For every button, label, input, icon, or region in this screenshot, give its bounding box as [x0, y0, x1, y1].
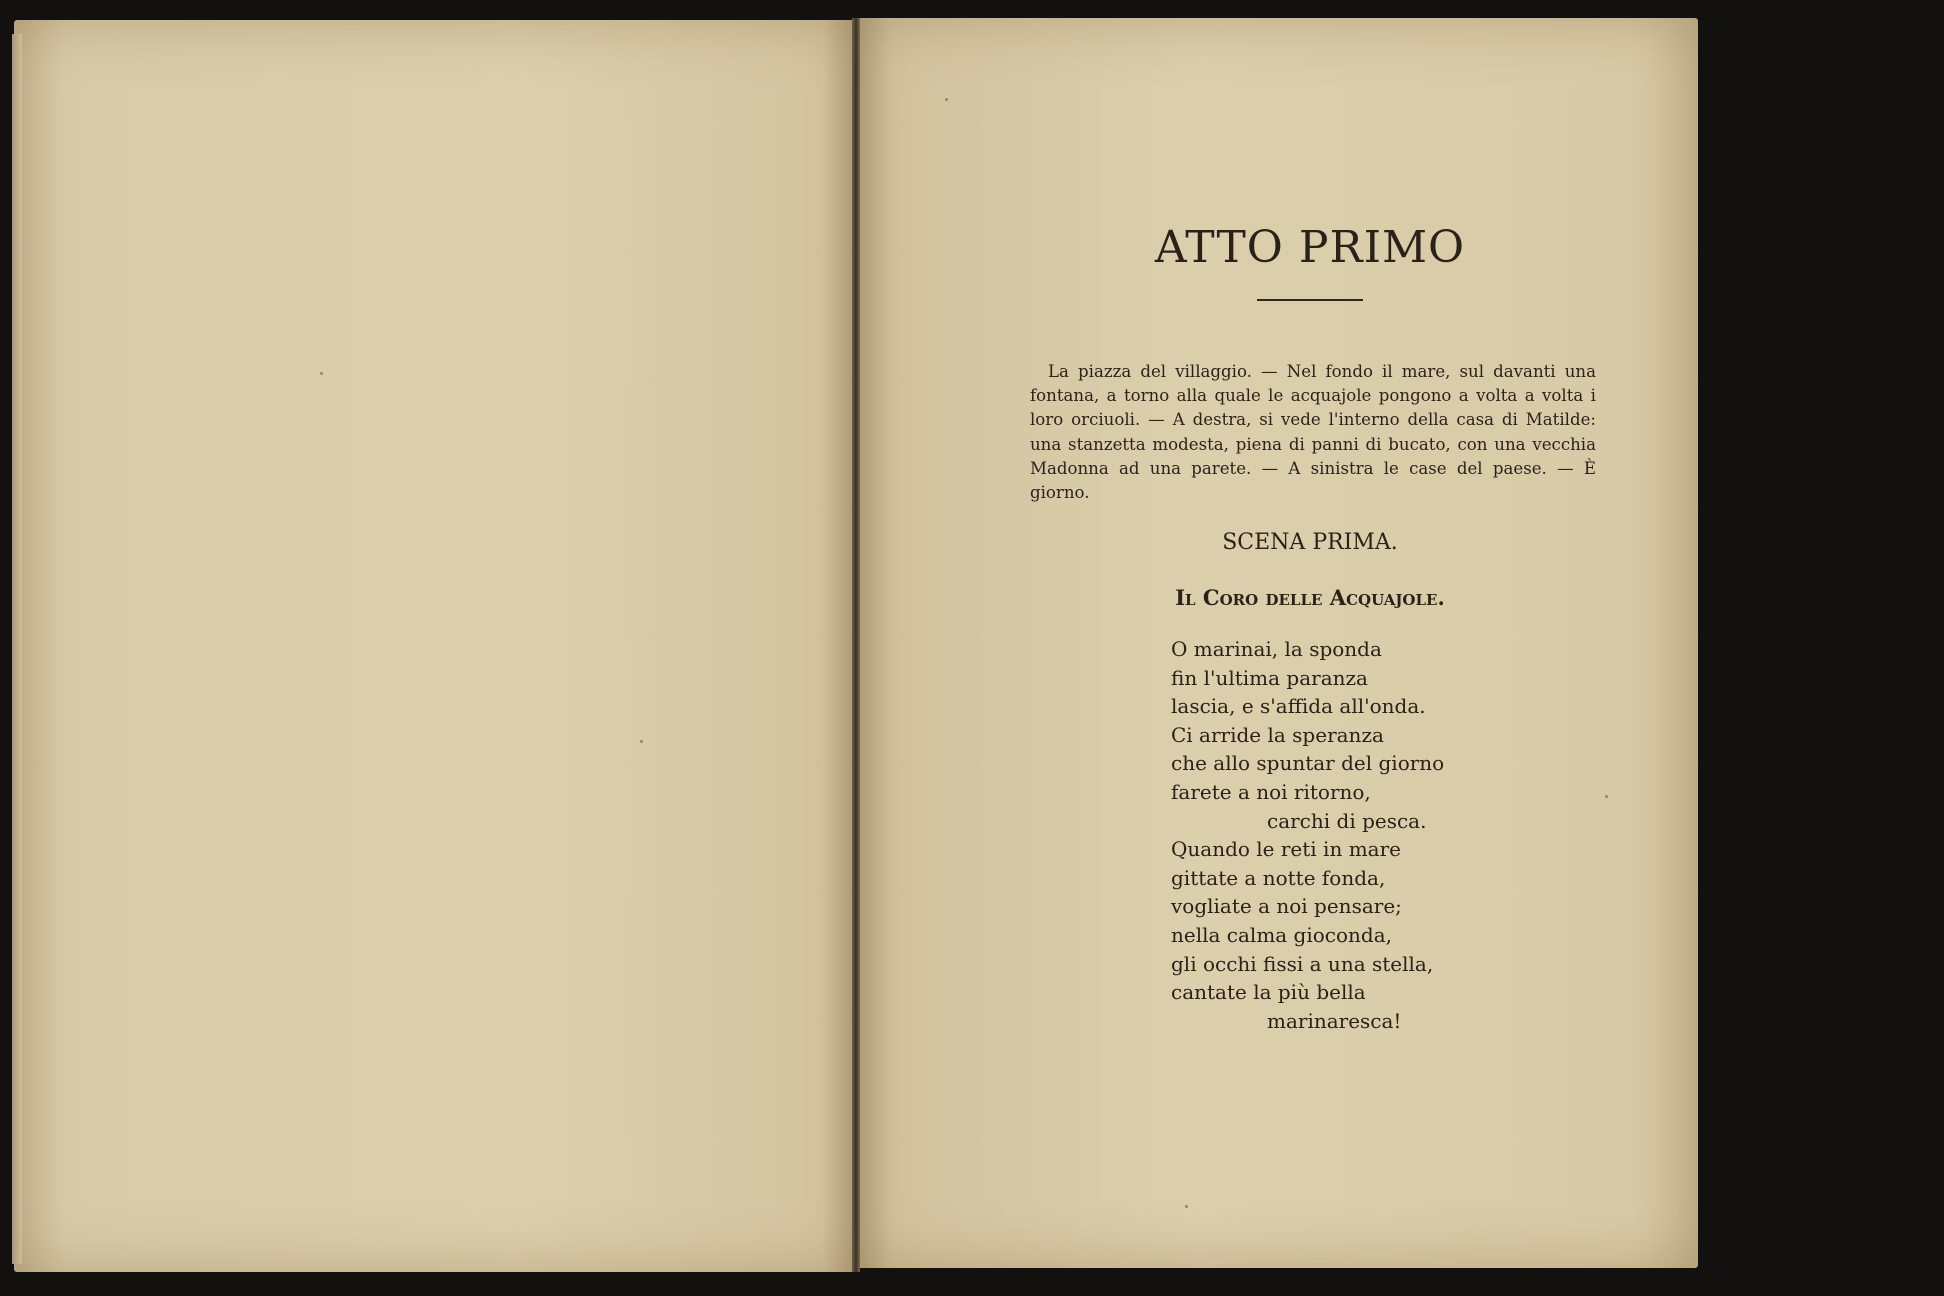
verse-line: gli occhi fissi a una stella,: [1171, 951, 1434, 976]
chorus-title: Il Coro delle Acquajole.: [1175, 585, 1445, 610]
verse-line: lascia, e s'affida all'onda.: [1171, 694, 1426, 719]
paper-speck: [945, 98, 948, 101]
book-gutter: [852, 18, 860, 1272]
paper-speck: [320, 372, 323, 375]
left-page-edge: [12, 34, 22, 1264]
scene-title: SCENA PRIMA.: [1222, 530, 1398, 555]
paper-speck: [1185, 1205, 1188, 1208]
verse-line: nella calma gioconda,: [1171, 922, 1393, 947]
paper-speck: [1605, 795, 1608, 798]
title-rule-divider: [1257, 299, 1363, 301]
verse-line: carchi di pesca.: [1267, 808, 1427, 833]
verse-line: O marinai, la sponda: [1171, 637, 1382, 661]
verse-line: gittate a notte fonda,: [1171, 865, 1386, 890]
verse-line: farete a noi ritorno,: [1171, 779, 1371, 804]
verse-line: vogliate a noi pensare;: [1171, 894, 1402, 919]
verse-line: cantate la più bella: [1171, 980, 1366, 1005]
verse-line: marinaresca!: [1267, 1008, 1402, 1033]
act-title: ATTO PRIMO: [1154, 222, 1466, 273]
verse-line: Quando le reti in mare: [1171, 837, 1401, 862]
left-page-blank: [14, 20, 856, 1272]
paper-speck: [640, 740, 643, 743]
verse-line: fin l'ultima paranza: [1171, 665, 1368, 690]
stage-direction: La piazza del villaggio. — Nel fondo il mare, sul davanti una fontana, a torno alla quale le acquajole pongono a volta a volta i loro orciuoli. — A destra, si vede l'interno della casa di Matilde: una stanzetta modesta, piena di panni di bucato, con una vecchia Madonna ad una parete. — A sinistra le case del paese. — È giorno.: [1030, 362, 1596, 503]
verse-line: che allo spuntar del giorno: [1171, 751, 1445, 776]
verse-list: [1171, 635, 1531, 1035]
verse-line: Ci arride la speranza: [1171, 722, 1384, 747]
